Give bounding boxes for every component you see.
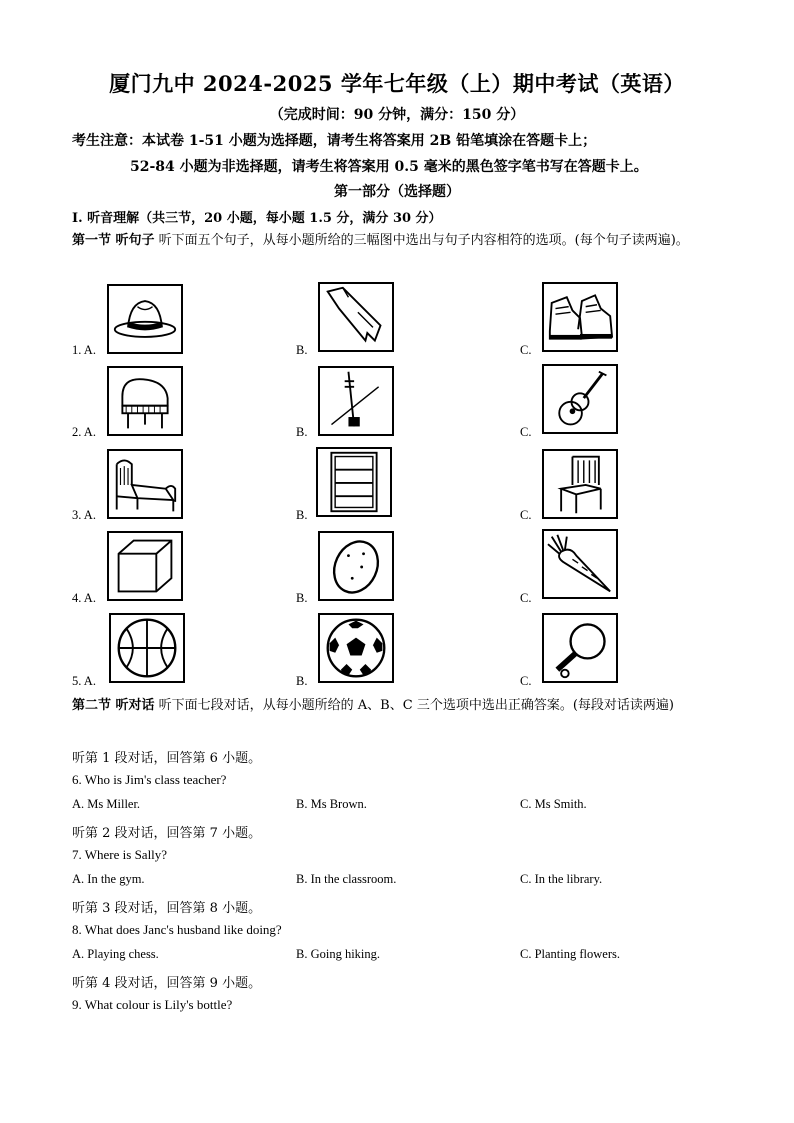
question-label: 5. A. xyxy=(72,674,96,688)
option-a: A. Playing chess. xyxy=(72,947,159,961)
bed-icon xyxy=(107,449,183,519)
ping-pong-paddle-icon xyxy=(542,613,618,683)
exam-title: 厦门九中 2024-2025 学年七年级（上）期中考试（英语） xyxy=(109,71,685,96)
question-label: 3. A. xyxy=(72,508,96,522)
option-b-label: B. xyxy=(296,508,308,522)
exam-subtitle: （完成时间：90 分钟，满分：150 分） xyxy=(269,107,525,123)
bookcase-icon xyxy=(316,447,392,517)
section1-text: 听下面五个句子，从每小题所给的三幅图中选出与句子内容相符的选项。(每个句子读两遍)。 xyxy=(154,233,689,248)
option-c: C. Planting flowers. xyxy=(520,947,620,961)
question-text: 6. Who is Jim's class teacher? xyxy=(72,772,227,787)
section1-instructions xyxy=(72,228,722,253)
dialogue-intro: 听第 2 段对话，回答第 7 小题。 xyxy=(72,826,262,841)
guitar-icon xyxy=(542,364,618,434)
listening-heading: I. 听音理解（共三节，20 小题，每小题 1.5 分，满分 30 分） xyxy=(72,211,442,226)
option-c-label: C. xyxy=(520,591,532,605)
trousers-icon xyxy=(318,282,394,352)
dialogue-intro: 听第 3 段对话，回答第 8 小题。 xyxy=(72,901,262,916)
section2-title: 第二节 听对话 xyxy=(72,698,155,713)
hat-icon xyxy=(107,284,183,354)
section2-instructions xyxy=(72,693,722,718)
erhu-icon xyxy=(318,366,394,436)
question-label: 2. A. xyxy=(72,425,96,439)
option-b-label: B. xyxy=(296,591,308,605)
section1-title: 第一节 听句子 xyxy=(72,233,155,248)
option-a: A. Ms Miller. xyxy=(72,797,141,811)
section2-text: 听下面七段对话，从每小题所给的 A、B、C 三个选项中选出正确答案。(每段对话读两遍) xyxy=(154,698,674,713)
piano-icon xyxy=(107,366,183,436)
basketball-icon xyxy=(109,613,185,683)
option-c-label: C. xyxy=(520,674,532,688)
cube-icon xyxy=(107,531,183,601)
option-b-label: B. xyxy=(296,425,308,439)
option-b-label: B. xyxy=(296,674,308,688)
carrot-icon xyxy=(542,529,618,599)
option-c-label: C. xyxy=(520,425,532,439)
option-c: C. In the library. xyxy=(520,872,603,886)
dialogue-intro: 听第 4 段对话，回答第 9 小题。 xyxy=(72,976,262,991)
question-text: 7. Where is Sally? xyxy=(72,847,168,862)
option-b: B. In the classroom. xyxy=(296,872,397,886)
shoes-icon xyxy=(542,282,618,352)
question-label: 4. A. xyxy=(72,591,96,605)
option-c-label: C. xyxy=(520,343,532,357)
notice-line-1: 考生注意：本试卷 1-51 小题为选择题，请考生将答案用 2B 铅笔填涂在答题卡上； xyxy=(72,133,597,149)
question-text: 9. What colour is Lily's bottle? xyxy=(72,997,233,1012)
soccer-ball-icon xyxy=(318,613,394,683)
option-c-label: C. xyxy=(520,508,532,522)
part-heading: 第一部分（选择题） xyxy=(334,184,460,200)
question-text: 8. What does Janc's husband like doing? xyxy=(72,922,282,937)
option-c: C. Ms Smith. xyxy=(520,797,587,811)
option-b-label: B. xyxy=(296,343,308,357)
question-label: 1. A. xyxy=(72,343,96,357)
notice-line-2: 52-84 小题为非选择题，请考生将答案用 0.5 毫米的黑色签字笔书写在答题卡上。 xyxy=(130,159,648,175)
potato-icon xyxy=(318,531,394,601)
option-b: B. Ms Brown. xyxy=(296,797,367,811)
dialogue-intro: 听第 1 段对话，回答第 6 小题。 xyxy=(72,751,262,766)
option-a: A. In the gym. xyxy=(72,872,145,886)
option-b: B. Going hiking. xyxy=(296,947,381,961)
chair-icon xyxy=(542,449,618,519)
